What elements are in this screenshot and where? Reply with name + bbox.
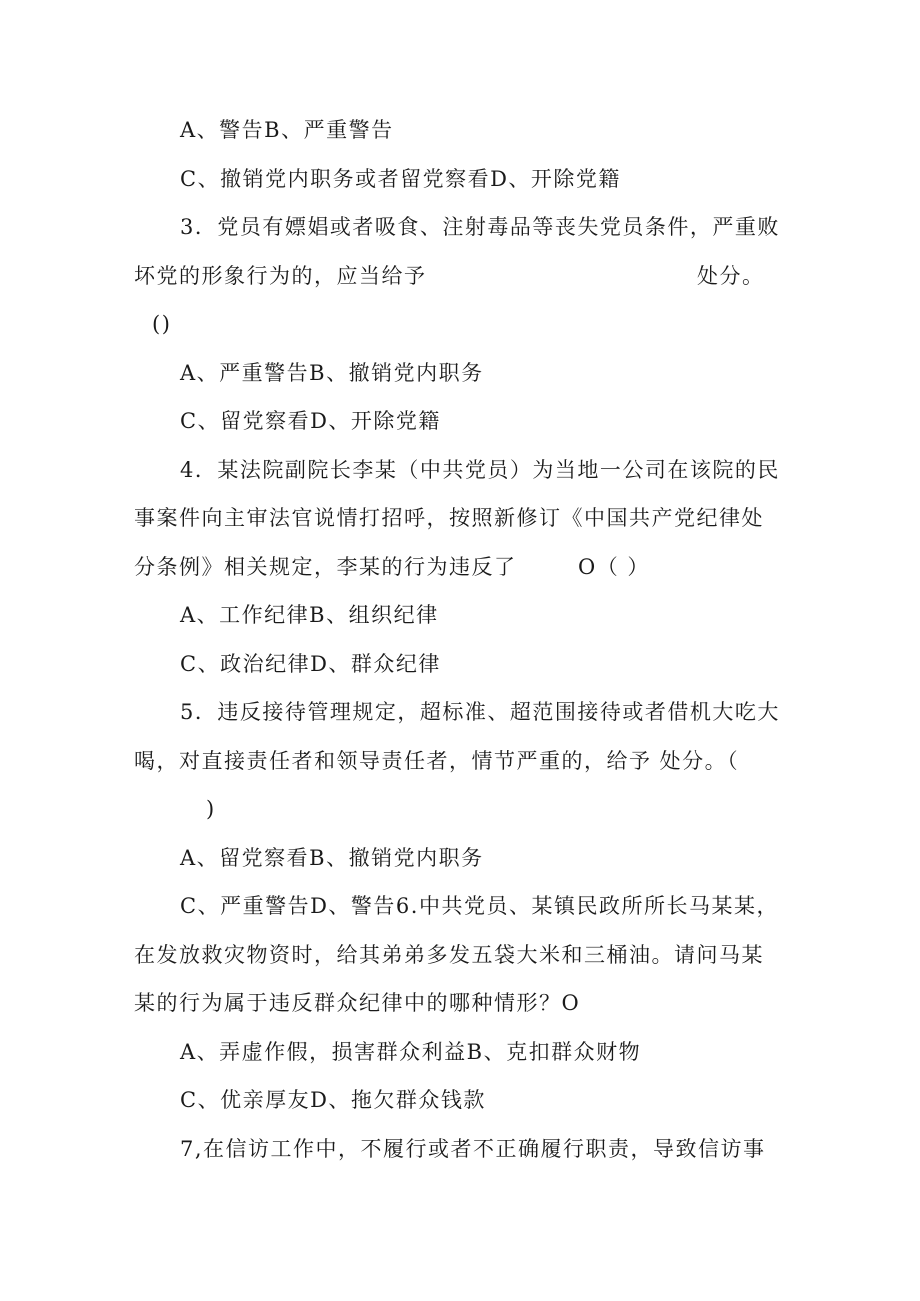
question-line: 在发放救灾物资时，给其弟弟多发五袋大米和三桶油。请问马某 bbox=[134, 943, 764, 967]
question-line: 7,在信访工作中，不履行或者不正确履行职责，导致信访事 bbox=[180, 1137, 766, 1161]
question-line: 某的行为属于违反群众纪律中的哪种情形？O bbox=[134, 991, 581, 1015]
option-line: A、弄虚作假，损害群众利益B、克扣群众财物 bbox=[180, 1040, 642, 1064]
option-line: A、工作纪律B、组织纪律 bbox=[180, 603, 439, 627]
option-line: A、留党察看B、撤销党内职务 bbox=[180, 846, 484, 870]
option-line: C、优亲厚友D、拖欠群众钱款 bbox=[180, 1088, 486, 1112]
question-line: 4．某法院副院长李某（中共党员）为当地一公司在该院的民 bbox=[180, 458, 780, 482]
question-line: 事案件向主审法官说情打招呼，按照新修订《中国共产党纪律处 bbox=[134, 506, 764, 530]
answer-blank: ) bbox=[206, 797, 216, 821]
option-line: A、警告B、严重警告 bbox=[180, 118, 394, 142]
option-line: C、严重警告D、警告6.中共党员、某镇民政所所长马某某， bbox=[180, 894, 779, 918]
question-line: 坏党的形象行为的，应当给予 bbox=[134, 264, 427, 288]
question-line: 喝，对直接责任者和领导责任者，情节严重的，给予 处分。（ bbox=[134, 749, 740, 773]
option-line: C、留党察看D、开除党籍 bbox=[180, 409, 441, 433]
answer-blank: O（ ） bbox=[578, 555, 650, 579]
option-line: A、严重警告B、撤销党内职务 bbox=[180, 361, 484, 385]
answer-blank: () bbox=[152, 312, 172, 336]
question-line-end: 处分。 bbox=[697, 264, 765, 288]
question-line: 分条例》相关规定，李某的行为违反了 bbox=[134, 555, 517, 579]
question-line: 3．党员有嫖娼或者吸食、注射毒品等丧失党员条件，严重败 bbox=[180, 215, 780, 239]
option-line: C、撤销党内职务或者留党察看D、开除党籍 bbox=[180, 167, 621, 191]
question-line: 5．违反接待管理规定，超标准、超范围接待或者借机大吃大 bbox=[180, 700, 780, 724]
option-line: C、政治纪律D、群众纪律 bbox=[180, 652, 441, 676]
